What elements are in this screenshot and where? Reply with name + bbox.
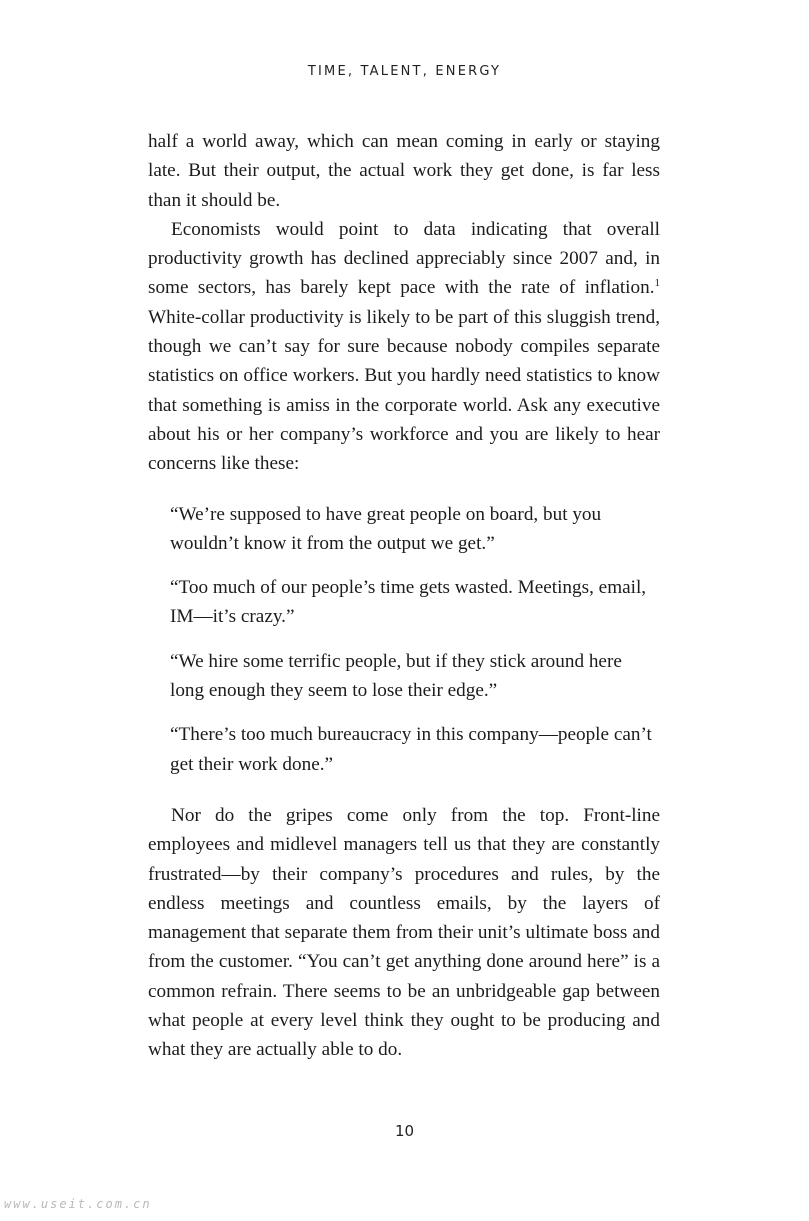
watermark: www.useit.com.cn [4,1197,152,1211]
quote-item: “We’re supposed to have great people on board, but you wouldn’t know it from the output we get.” [170,503,602,554]
paragraph-gripes: Nor do the gripes come only from the top. Front-line employees and midlevel managers tell us that they are constantly frustrated—by their company’s procedures and rules, by the endless meetings and countless emails, by the layers of management that separate them from their unit’s ultimate boss and from the customer. “You can’t get anything done around here” is a common refrain. There seems to be an unbridgeable gap between what people at every level think they ought to be producing and what they are actually able to do. [148,804,660,1061]
footnote-marker[interactable]: 1 [654,277,660,290]
body-text [148,127,660,1065]
quote-item: “Too much of our people’s time gets wasted. Meetings, email, IM—it’s crazy.” [170,577,647,628]
quote-list [170,500,660,779]
page-number: 10 [394,1122,415,1140]
quote-item: “We hire some terrific people, but if they stick around here long enough they seem to lose their edge.” [170,650,622,702]
paragraph-economists-tail: White-collar productivity is likely to be part of this sluggish trend, though we can’t say for sure because nobody compiles separate statistics on office workers. But you hardly need statistics to know that something is amiss in the corporate world. Ask any executive about his or her company’s workforce and you are likely to hear concerns like these: [148,306,660,475]
paragraph-economists-lead: Economists would point to data indicating that overall productivity growth has declined appreciably since 2007 and, in some sectors, has barely kept pace with the rate of inflation. [148,218,660,299]
quote-item: “There’s too much bureaucracy in this company—people can’t get their work done.” [170,724,652,775]
paragraph-economists [148,215,660,479]
paragraph-continued: half a world away, which can mean coming in early or staying late. But their output, the actual work they get done, is far less than it should be. [148,131,660,211]
running-head: TIME, TALENT, ENERGY [307,64,502,79]
